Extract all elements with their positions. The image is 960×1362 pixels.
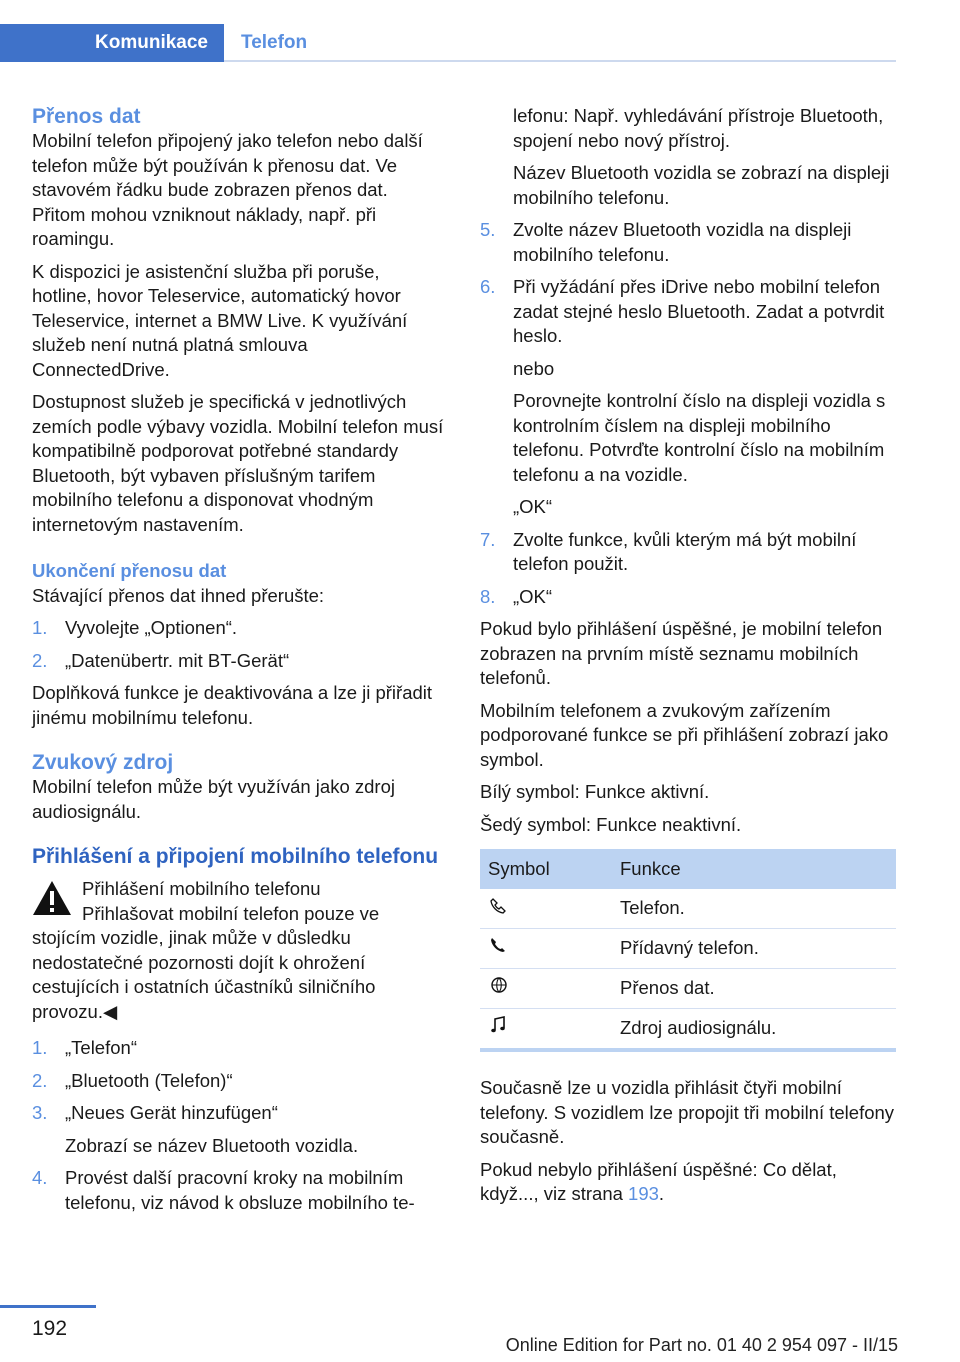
edition-text: Online Edition for Part no. 01 40 2 954 097 - II/15 xyxy=(505,1335,898,1355)
list-text: Při vyžádání přes iDrive nebo mobilní telefon zadat stejné heslo Bluetooth. Zadat a potvrdit heslo. xyxy=(513,276,885,346)
extra-phone-icon xyxy=(488,935,508,955)
tab-komunikace-label: Komunikace xyxy=(95,32,208,53)
paragraph: Bílý symbol: Funkce aktivní. xyxy=(480,781,710,802)
table-row xyxy=(480,929,896,969)
header-rule xyxy=(224,60,896,62)
list-subtext: Zobrazí se název Bluetooth vozidla. xyxy=(65,1134,359,1156)
list-number: 2. xyxy=(32,649,48,671)
paragraph: Stávající přenos dat ihned přerušte: xyxy=(32,584,325,606)
warning-text: Přihlašovat mobilní telefon pouze ve stojícím vozidle, jinak může v důsledku nedostatečné pozornosti dojít k ohrožení cestujících i ostatních účastníků silničního provozu.◀ xyxy=(32,902,380,1022)
list-item xyxy=(32,1166,444,1215)
left-column xyxy=(32,104,444,1223)
list-text: „OK“ xyxy=(513,585,553,607)
paragraph: Pokud bylo přihlášení úspěšné, je mobilní telefon zobrazen na prvním místě seznamu mobilních telefonů. xyxy=(480,618,883,688)
list-text: „Datenübertr. mit BT-Gerät“ xyxy=(65,649,290,671)
list-text: „Neues Gerät hinzufügen“ xyxy=(65,1102,278,1123)
paragraph: Současně lze u vozidla přihlásit čtyři mobilní telefony. S vozidlem lze propojit tři mobilní telefony současně. xyxy=(480,1077,895,1147)
phone-icon xyxy=(488,895,508,915)
list-number: 1. xyxy=(32,617,48,638)
table-cell-icon xyxy=(480,889,612,929)
list-number: 7. xyxy=(480,528,496,550)
paragraph: Mobilní telefon může být využíván jako zdroj audiosignálu. xyxy=(32,776,395,822)
header-tabs xyxy=(0,24,896,60)
paragraph: Šedý symbol: Funkce neaktivní. xyxy=(480,813,742,835)
table-row xyxy=(480,889,896,929)
list-text: Vyvolejte „Optionen“. xyxy=(65,617,238,638)
tab-komunikace[interactable] xyxy=(0,24,224,62)
heading-end-transfer: Ukončení přenosu dat xyxy=(32,560,227,581)
footer-rule xyxy=(0,1305,96,1308)
data-transfer-icon xyxy=(488,975,510,995)
table-header-symbol: Symbol xyxy=(480,849,612,889)
list-text: Provést další pracovní kroky na mobilním telefonu, viz návod k obsluze mobilního te- xyxy=(65,1167,415,1213)
list-number: 3. xyxy=(32,1102,48,1123)
tab-telefon[interactable]: Telefon xyxy=(241,32,308,53)
paragraph: K dispozici je asistenční služba při poruše, hotline, hovor Teleservice, automatický hovor Teleservice, internet a BMW Live. K využívání služeb není nutná platná smlouva ConnectedDrive. xyxy=(32,260,408,380)
music-note-icon xyxy=(488,1015,508,1035)
list-item xyxy=(32,649,444,674)
table-cell-icon xyxy=(480,969,612,1009)
list-subtext: „OK“ xyxy=(513,496,553,517)
list-subtext: Porovnejte kontrolní číslo na displeji vozidla s kontrolním číslem na displeji mobilního telefonu. Potvrďte kontrolní číslo na mobilním telefonu a na vozidle. xyxy=(513,390,886,485)
table-cell-function: Přenos dat. xyxy=(612,969,896,1009)
table-header-row xyxy=(480,849,896,889)
list-item xyxy=(480,528,896,577)
table-row xyxy=(480,1009,896,1051)
warning-icon xyxy=(32,880,72,916)
paragraph-text: Pokud nebylo přihlášení úspěšné: Co dělat, když..., viz strana xyxy=(480,1158,837,1204)
heading-data-transfer: Přenos dat xyxy=(32,105,141,128)
table-row xyxy=(480,969,896,1009)
steps-list xyxy=(32,616,444,673)
list-item xyxy=(480,585,896,610)
list-number: 2. xyxy=(32,1069,48,1091)
list-number: 1. xyxy=(32,1037,48,1058)
list-subtext: lefonu: Např. vyhledávání přístroje Bluetooth, spojení nebo nový přístroj. xyxy=(513,105,884,151)
list-text: „Bluetooth (Telefon)“ xyxy=(65,1069,233,1091)
table-cell-icon xyxy=(480,1009,612,1051)
right-column xyxy=(480,104,896,1215)
paragraph: Doplňková funkce je deaktivována a lze ji přiřadit jinému mobilnímu telefonu. xyxy=(32,682,433,728)
table-cell-function: Přídavný telefon. xyxy=(612,929,896,969)
table-header-function: Funkce xyxy=(612,849,896,889)
warning-title: Přihlášení mobilního telefonu xyxy=(82,878,321,899)
paragraph: Mobilním telefonem a zvukovým zařízením podporované funkce se při přihlášení zobrazí jako symbol. xyxy=(480,699,889,770)
steps-list xyxy=(32,1036,444,1215)
list-number: 5. xyxy=(480,219,496,240)
list-number: 6. xyxy=(480,276,496,297)
page-link[interactable]: 193 xyxy=(628,1183,659,1204)
list-item xyxy=(32,1101,444,1126)
page-number: 192 xyxy=(32,1317,68,1340)
list-number: 8. xyxy=(480,585,496,607)
list-text: Zvolte funkce, kvůli kterým má být mobilní telefon použit. xyxy=(513,528,857,574)
paragraph xyxy=(480,1158,896,1207)
list-number: 4. xyxy=(32,1167,48,1188)
list-item xyxy=(32,616,444,641)
table-cell-function: Zdroj audiosignálu. xyxy=(612,1009,896,1051)
list-item xyxy=(480,218,896,267)
warning-block xyxy=(32,877,444,902)
paragraph-end: . xyxy=(658,1183,665,1204)
heading-login: Přihlášení a připojení mobilního telefonu xyxy=(32,845,439,868)
list-item xyxy=(32,1036,444,1061)
paragraph: Mobilní telefon připojený jako telefon nebo další telefon může být používán k přenosu dat. Ve stavovém řádku bude zobrazen přenos dat. Přitom mohou vzniknout náklady, např. při roamingu. xyxy=(32,130,423,249)
list-item xyxy=(480,275,896,349)
heading-audio-source: Zvukový zdroj xyxy=(32,751,174,774)
table-cell-function: Telefon. xyxy=(612,889,896,929)
symbol-table xyxy=(480,849,896,1052)
table-cell-icon xyxy=(480,929,612,969)
list-text: „Telefon“ xyxy=(65,1037,137,1058)
list-text: Zvolte název Bluetooth vozidla na displeji mobilního telefonu. xyxy=(513,219,852,265)
paragraph: Dostupnost služeb je specifická v jednotlivých zemích podle výbavy vozidla. Mobilní telefon musí kompatibilně podporovat potřebné standardy Bluetooth, být vybaven příslušným tarifem mobilního telefonu a disponovat vhodným internetovým nastavením. xyxy=(32,391,444,535)
list-item xyxy=(32,1069,444,1094)
list-subtext: Název Bluetooth vozidla se zobrazí na displeji mobilního telefonu. xyxy=(513,162,890,208)
list-subtext: nebo xyxy=(513,357,555,379)
